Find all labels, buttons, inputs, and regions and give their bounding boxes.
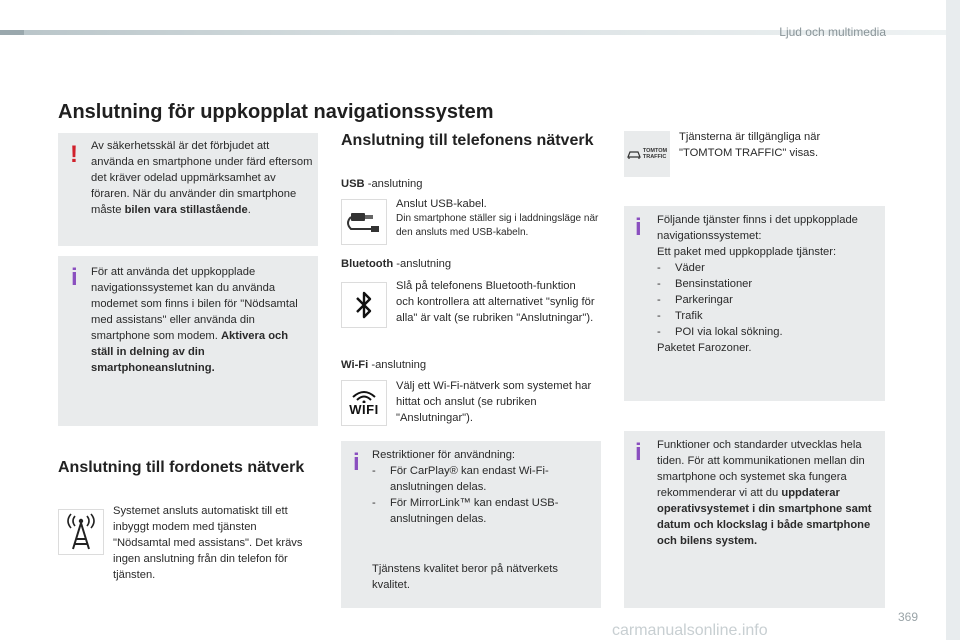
list-item: - Väder [657,260,872,276]
list-item: - Parkeringar [657,292,872,308]
info-icon: i [353,449,360,476]
restrictions-intro: Restriktioner för användning: [372,449,516,461]
services-intro: Följande tjänster finns i det uppkopplade navigationssystemet: [657,214,858,242]
usb-cable-icon [341,199,387,245]
wifi-icon-text: WIFI [349,402,379,417]
list-item: - Bensinstationer [657,276,872,292]
antenna-icon [58,509,104,555]
tomtom-icon-line2: TRAFFIC [642,154,667,160]
usb-text: Anslut USB-kabel. [396,198,487,210]
watermark: carmanualsonline.info [612,622,768,639]
restrictions-list [372,463,562,527]
wifi-label-bold: Wi-Fi [341,359,369,371]
tomtom-icon-box [624,131,670,177]
tomtom-text: Tjänsterna är tillgängliga när "TOMTOM TRAFFIC" visas. [679,131,821,159]
functions-text [657,437,875,549]
vehicle-network-text: Systemet ansluts automatiskt till ett inbyggt modem med tjänsten "Nödsamtal med assistans". Det krävs ingen anslutning från din telefon för tjänsten. [113,505,303,581]
services-list [657,260,872,340]
page-edge-strip [946,0,960,640]
tomtom-icon-line1: TOMTOM [642,148,668,154]
info-icon: i [635,214,642,241]
info-icon: i [71,264,78,291]
warning-tail: . [247,204,251,216]
warning-bold: bilen vara stillastående [124,204,248,216]
wifi-icon [341,380,387,426]
bluetooth-icon [341,282,387,328]
info-modem-box [58,256,318,426]
functions-bold: uppdaterar operativsystemet i din smartphone samt datum och klockslag i både smartphone och bilens system. [657,487,872,547]
info-icon: i [635,439,642,466]
bluetooth-label-bold: Bluetooth [341,258,394,270]
vehicle-network-heading: Anslutning till fordonets nätverk [58,459,305,476]
services-text [657,212,872,356]
list-item: - Trafik [657,308,872,324]
services-extra: Paketet Farozoner. [657,342,752,354]
functions-box [624,431,885,608]
info-modem-bold: Aktivera och ställ in delning av din smartphoneanslutning. [91,330,289,374]
warning-text [91,138,313,218]
list-item: - För CarPlay® kan endast Wi-Fi-anslutningen delas. [372,463,562,495]
phone-network-heading: Anslutning till telefonens nätverk [341,132,594,149]
services-box [624,206,885,401]
warning-body: Av säkerhetsskäl är det förbjudet att använda en smartphone under färd eftersom det kräver odelad uppmärksamhet av föraren. När du använder din smartphone måste [91,140,313,216]
tomtom-traffic-icon [627,148,667,160]
wifi-label-suffix: -anslutning [368,359,427,371]
info-modem-body: För att använda det uppkopplade navigationssystemet kan du använda modemet som finns i bilen för "Nödsamtal med assistans" eller använda din smartphone som modem. [91,266,298,342]
info-modem-text [91,264,311,376]
bluetooth-text: Slå på telefonens Bluetooth-funktion och kontrollera att alternativet "synlig för alla" är valt (se rubriken "Anslutningar"). [396,280,595,324]
page-number: 369 [898,610,919,624]
usb-label-suffix: -anslutning [364,178,423,190]
wifi-text: Välj ett Wi-Fi-nätverk som systemet har hittat och anslut (se rubriken "Anslutningar"). [396,380,592,424]
usb-note: Din smartphone ställer sig i laddningsläge när den ansluts med USB-kabeln. [396,213,599,238]
services-package: Ett paket med uppkopplade tjänster: [657,246,837,258]
header-bar-accent [0,30,24,35]
warning-icon: ! [70,141,78,168]
restrictions-quality: Tjänstens kvalitet beror på nätverkets kvalitet. [372,563,558,591]
usb-label [341,176,422,192]
page-title: Anslutning för uppkopplat navigationssystem [58,101,494,123]
list-item: - POI via lokal sökning. [657,324,872,340]
warning-box [58,133,318,246]
list-item: - För MirrorLink™ kan endast USB-anslutningen delas. [372,495,562,527]
bluetooth-label [341,256,451,272]
functions-body: Funktioner och standarder utvecklas hela tiden. För att kommunikationen mellan din smartphone och systemet ska fungera rekommenderar vi att du [657,439,865,499]
restrictions-box [341,441,601,608]
bluetooth-label-suffix: -anslutning [393,258,452,270]
section-label: Ljud och multimedia [779,25,886,39]
usb-label-bold: USB [341,178,365,190]
wifi-label [341,357,426,373]
